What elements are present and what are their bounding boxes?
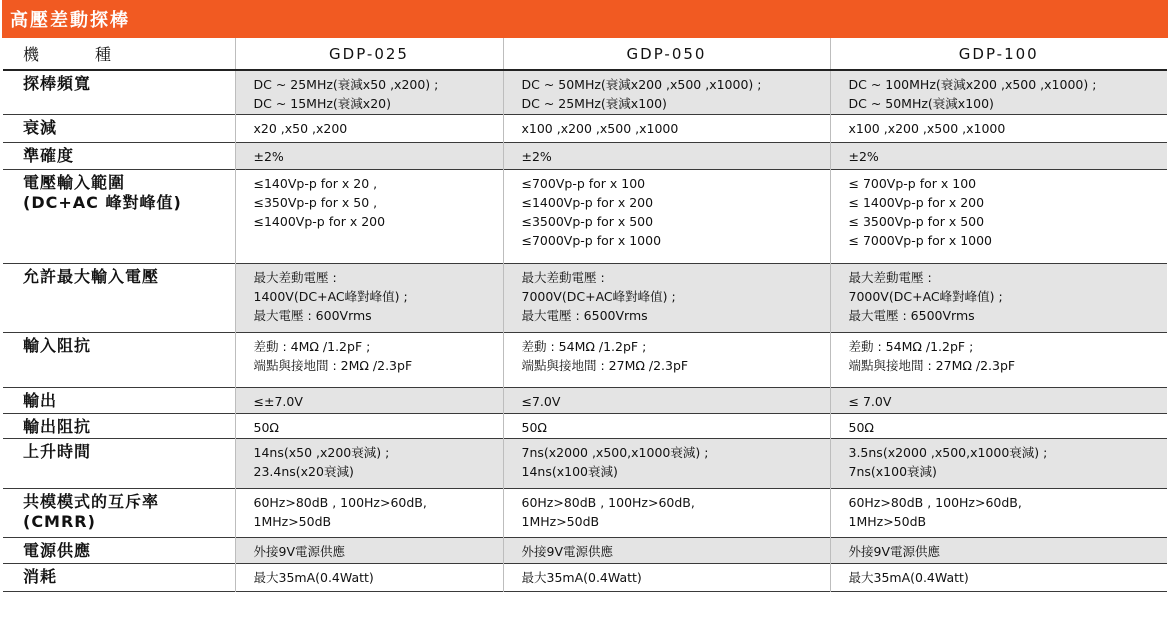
spec-value: 最大35mA(0.4Watt) [253,569,374,585]
spec-value: x100 ,x200 ,x500 ,x1000 [848,120,1006,136]
spec-value: ≤7.0V [521,393,561,409]
spec-value: x100 ,x200 ,x500 ,x1000 [521,120,679,136]
spec-value: ≤700Vp-p for x 100 ≤1400Vp-p for x 200 ≤3500Vp-p for x 500 ≤7000Vp-p for x 1000 [521,175,662,248]
spec-value: 60Hz>80dB , 100Hz>60dB, 1MHz>50dB [848,494,1022,529]
spec-value: DC ~ 100MHz(衰減x200 ,x500 ,x1000) ; DC ~ 50MHz(衰減x100) [848,77,1097,111]
spec-value: 外接9V電源供應 [521,543,614,559]
spec-label: 輸入阻抗 [23,335,92,355]
spec-value: 最大差動電壓 : 1400V(DC+AC峰對峰值) ; 最大電壓 : 600Vrms [253,269,408,323]
spec-value: 50Ω [253,419,279,435]
spec-value: 最大35mA(0.4Watt) [521,569,642,585]
spec-value: ±2% [521,148,552,164]
spec-value: 14ns(x50 ,x200衰減) ; 23.4ns(x20衰減) [253,444,390,479]
spec-label: 共模模式的互斥率 (CMRR) [23,491,160,531]
spec-row [3,488,1167,537]
spec-label: 上升時間 [23,441,92,461]
spec-row [3,537,1167,563]
spec-value: 60Hz>80dB , 100Hz>60dB, 1MHz>50dB [521,494,695,529]
spec-value: 最大35mA(0.4Watt) [848,569,969,585]
spec-label: 衰減 [23,117,58,137]
spec-row [3,169,1167,263]
model-header-label: 機 種 [23,45,114,64]
spec-label: 電源供應 [23,540,92,560]
spec-row [3,263,1167,332]
spec-row [3,70,1167,114]
spec-value: 差動 : 54MΩ /1.2pF ; 端點與接地間 : 27MΩ /2.3pF [521,338,689,373]
spec-label: 允許最大輸入電壓 [23,266,160,286]
spec-row [3,114,1167,142]
spec-value: ±2% [848,148,879,164]
spec-value: x20 ,x50 ,x200 [253,120,348,136]
model-name: GDP-025 [235,38,503,70]
spec-row [3,563,1167,591]
header-row [3,38,1167,70]
spec-value: ≤ 7.0V [848,393,892,409]
spec-sheet [2,0,1168,592]
model-name: GDP-050 [503,38,830,70]
spec-value: 外接9V電源供應 [253,543,346,559]
spec-label: 準確度 [23,145,75,165]
spec-label: 消耗 [23,566,58,586]
spec-row [3,438,1167,488]
spec-label: 輸出 [23,390,58,410]
section-title: 高壓差動探棒 [2,0,1168,38]
spec-row [3,142,1167,169]
spec-row [3,413,1167,438]
spec-value: 7ns(x2000 ,x500,x1000衰減) ; 14ns(x100衰減) [521,444,709,479]
spec-value: ±2% [253,148,284,164]
spec-value: 外接9V電源供應 [848,543,941,559]
spec-value: DC ~ 50MHz(衰減x200 ,x500 ,x1000) ; DC ~ 25MHz(衰減x100) [521,77,762,111]
spec-value: 3.5ns(x2000 ,x500,x1000衰減) ; 7ns(x100衰減) [848,444,1048,479]
spec-value: ≤140Vp-p for x 20 , ≤350Vp-p for x 50 , ≤1400Vp-p for x 200 [253,175,386,229]
spec-value: 差動 : 54MΩ /1.2pF ; 端點與接地間 : 27MΩ /2.3pF [848,338,1016,373]
spec-table [3,38,1167,592]
spec-value: 最大差動電壓 : 7000V(DC+AC峰對峰值) ; 最大電壓 : 6500Vrms [521,269,676,323]
spec-label: 輸出阻抗 [23,416,92,436]
spec-value: 差動 : 4MΩ /1.2pF ; 端點與接地間 : 2MΩ /2.3pF [253,338,413,373]
model-name: GDP-100 [830,38,1167,70]
spec-value: 50Ω [521,419,547,435]
spec-value: 60Hz>80dB , 100Hz>60dB, 1MHz>50dB [253,494,427,529]
spec-label: 探棒頻寬 [23,74,92,93]
spec-row [3,387,1167,413]
spec-row [3,332,1167,387]
spec-value: 50Ω [848,419,874,435]
spec-label: 電壓輸入範圍 (DC+AC 峰對峰值) [23,172,182,212]
spec-value: DC ~ 25MHz(衰減x50 ,x200) ; DC ~ 15MHz(衰減x20) [253,77,439,111]
spec-value: 最大差動電壓 : 7000V(DC+AC峰對峰值) ; 最大電壓 : 6500Vrms [848,269,1003,323]
spec-value: ≤±7.0V [253,393,303,409]
spec-value: ≤ 700Vp-p for x 100 ≤ 1400Vp-p for x 200 ≤ 3500Vp-p for x 500 ≤ 7000Vp-p for x 1000 [848,175,993,248]
